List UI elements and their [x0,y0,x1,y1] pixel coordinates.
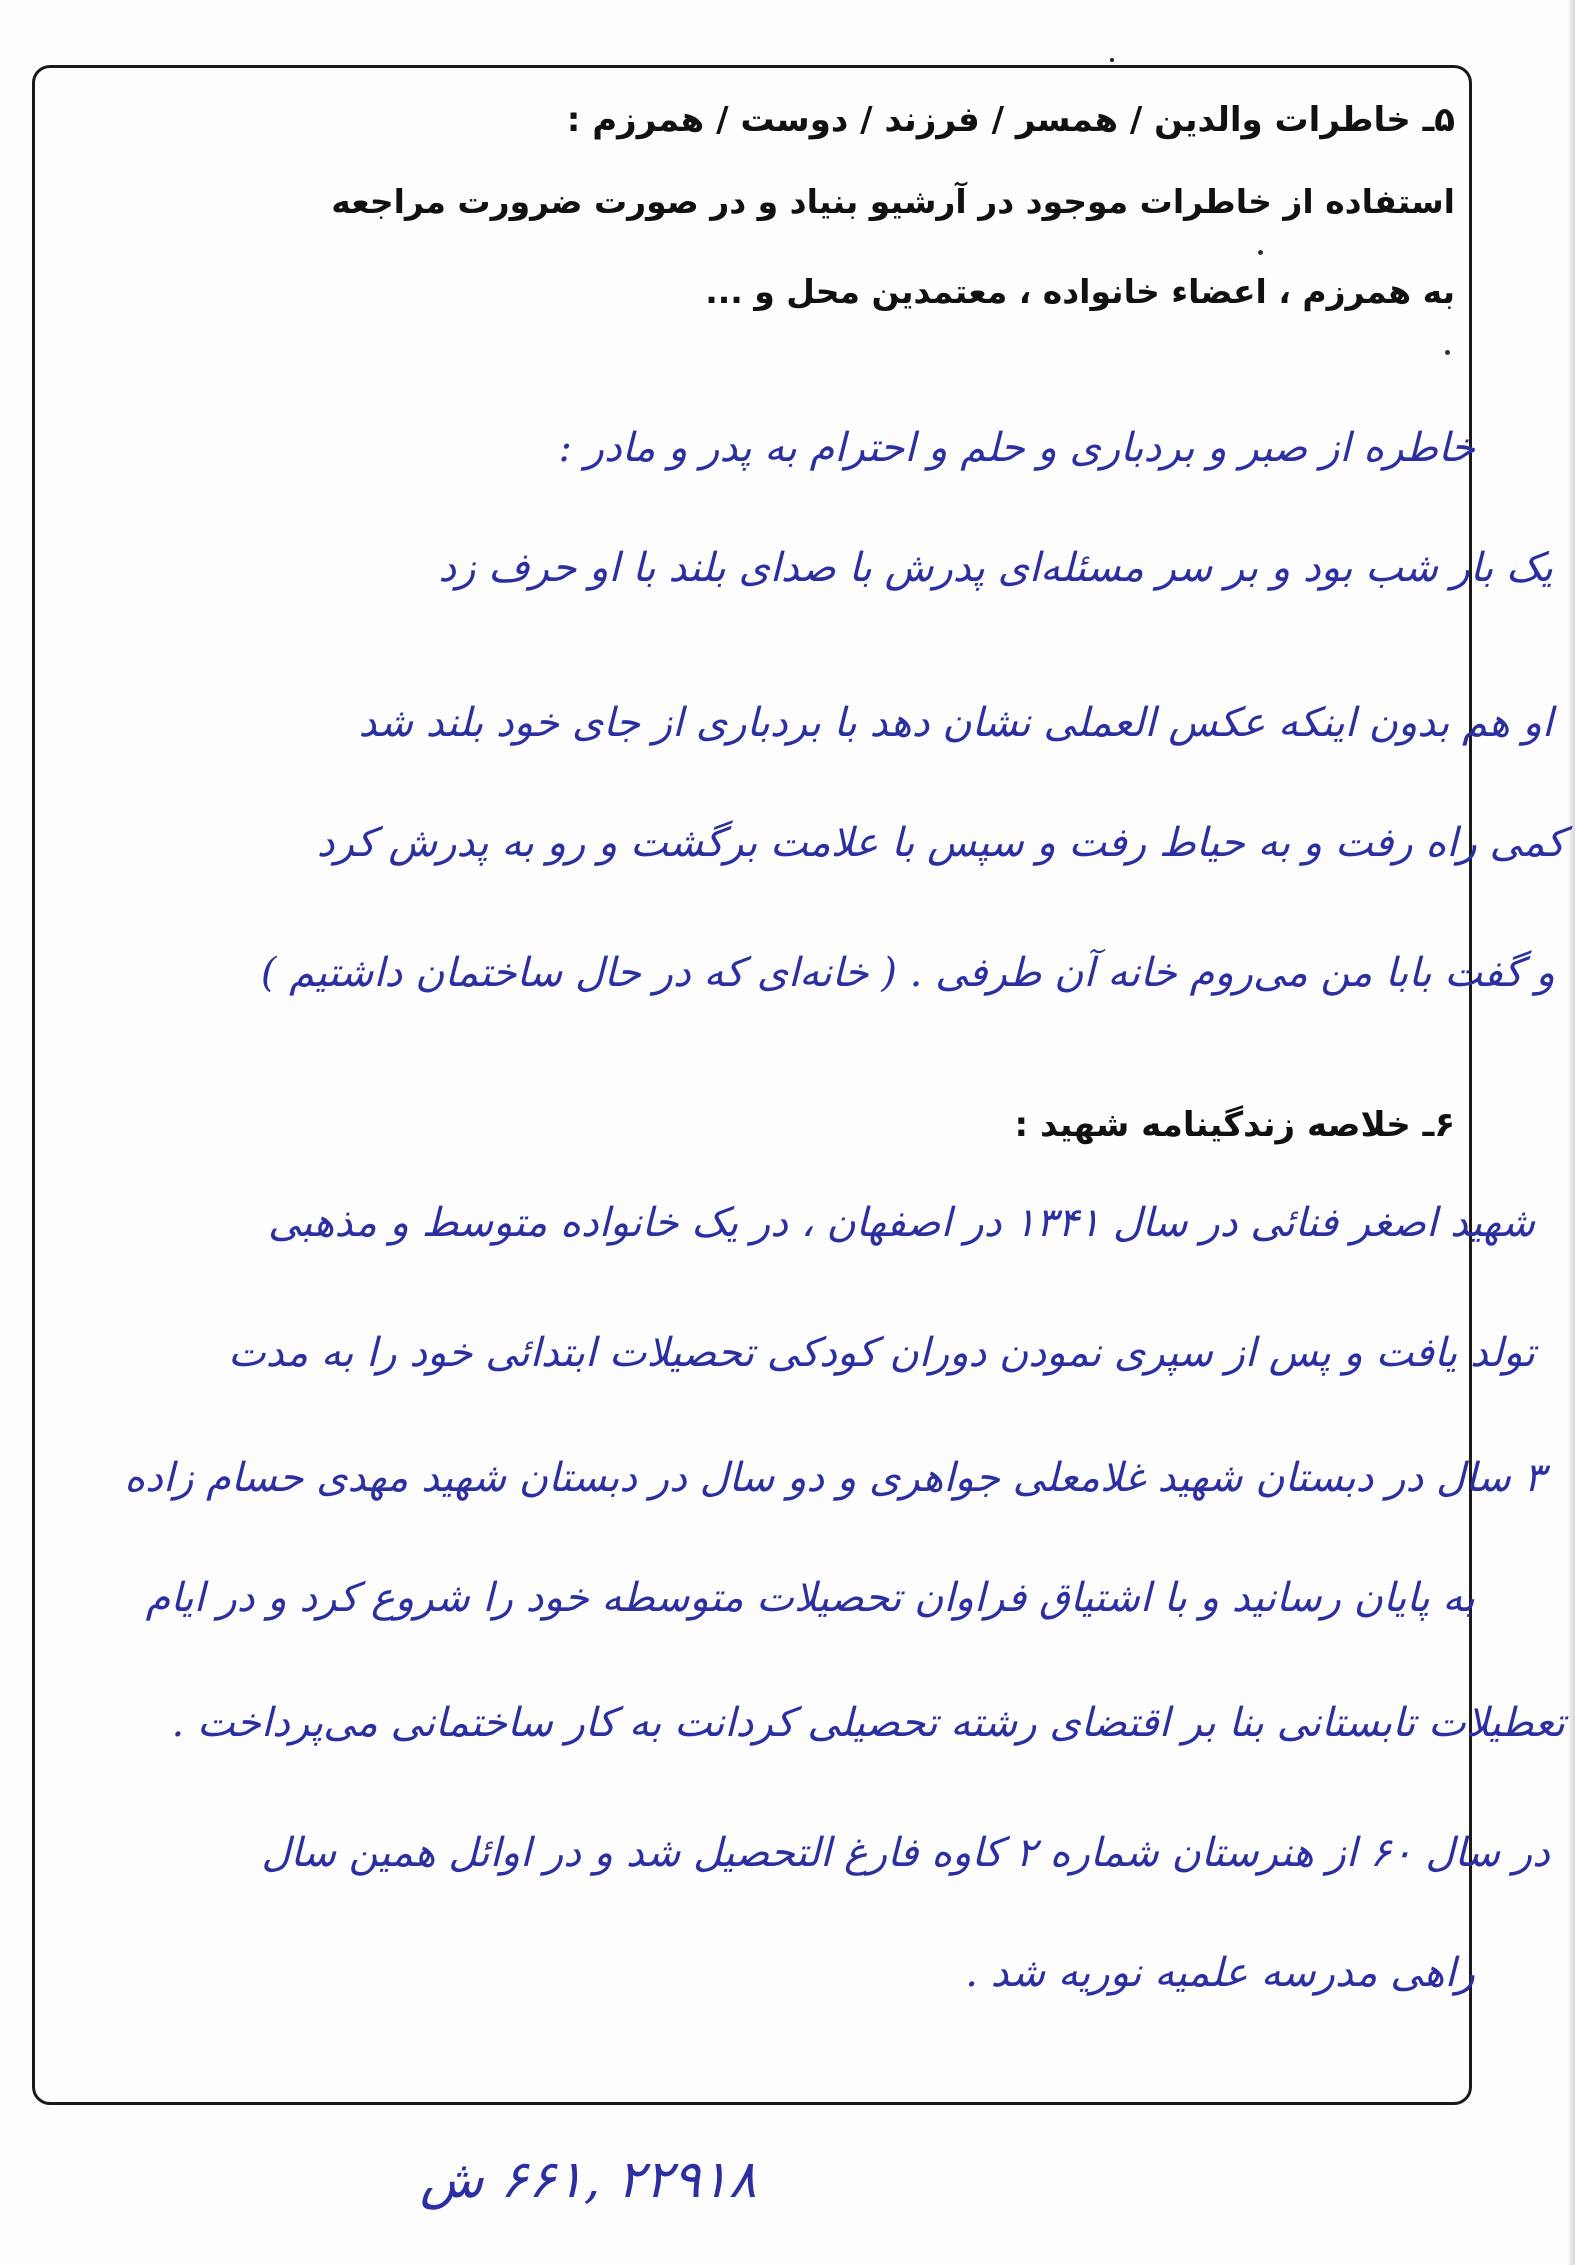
archive-number: ۲۲۹۱۸ ,۶۶۱ ش [420,2150,757,2210]
scan-speck [1110,58,1114,62]
biography-line: در سال ۶۰ از هنرستان شماره ۲ کاوه فارغ التحصیل شد و در اوائل همین سال [261,1830,1550,1876]
margin-dot [1445,350,1450,355]
biography-line: تعطیلات تابستانی بنا بر اقتضای رشته تحصیلی کردانت به کار ساختمانی می‌پرداخت . [171,1700,1565,1746]
section6-heading: ۶ـ خلاصه زندگینامه شهید : [1014,1105,1455,1145]
section5-heading: ۵ـ خاطرات والدین / همسر / فرزند / دوست / همرزم : [566,100,1455,140]
scan-edge-shadow [1569,0,1575,2265]
biography-line: راهی مدرسه علمیه نوریه شد . [965,1950,1475,1996]
section5-instruction-line2: به همرزم ، اعضاء خانواده ، معتمدین محل و ... [705,272,1455,311]
memory-line: و گفت بابا من می‌روم خانه آن طرفی . ( خانه‌ای که در حال ساختمان داشتیم ) [260,950,1555,996]
section5-instruction-line1: استفاده از خاطرات موجود در آرشیو بنیاد و در صورت ضرورت مراجعه [331,182,1455,221]
memory-line: او هم بدون اینکه عکس العملی نشان دهد با بردباری از جای خود بلند شد [358,700,1553,746]
memory-line: یک بار شب بود و بر سر مسئله‌ای پدرش با صدای بلند با او حرف زد [438,545,1553,591]
biography-line: تولد یافت و پس از سپری نمودن دوران کودکی تحصیلات ابتدائی خود را به مدت [228,1330,1535,1376]
memory-line: کمی راه رفت و به حیاط رفت و سپس با علامت برگشت و رو به پدرش کرد [316,820,1565,866]
margin-dot [1258,250,1263,255]
biography-line: شهید اصغر فنائی در سال ۱۳۴۱ در اصفهان ، در یک خانواده متوسط و مذهبی [267,1200,1535,1246]
biography-line: به پایان رسانید و با اشتیاق فراوان تحصیلات متوسطه خود را شروع کرد و در ایام [145,1575,1475,1621]
biography-line: ۳ سال در دبستان شهید غلامعلی جواهری و دو سال در دبستان شهید مهدی حسام زاده [124,1455,1545,1501]
form-frame [32,65,1472,2105]
memory-line: خاطره از صبر و بردباری و حلم و احترام به پدر و مادر : [558,425,1475,471]
